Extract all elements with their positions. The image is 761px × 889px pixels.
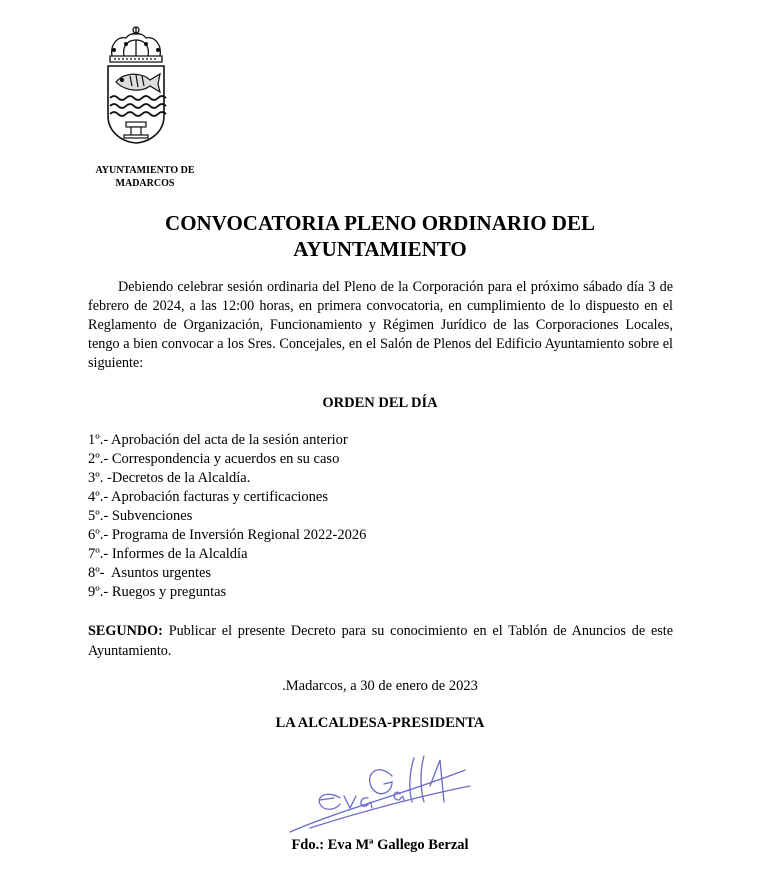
- signed-by: Fdo.: Eva Mª Gallego Berzal: [291, 837, 469, 853]
- agenda-item: 6º.- Programa de Inversión Regional 2022-2026: [88, 527, 367, 543]
- segundo-text: Publicar el presente Decreto para su conocimiento en el Tablón de Anuncios de este Ayuntamiento.: [88, 623, 673, 659]
- organization-name: AYUNTAMIENTO DE MADARCOS: [95, 165, 195, 189]
- handwritten-signature-icon: [280, 740, 480, 840]
- signer-role: LA ALCALDESA-PRESIDENTA: [275, 715, 485, 731]
- agenda-item: 2º.- Correspondencia y acuerdos en su caso: [88, 451, 340, 467]
- intro-text: Debiendo celebrar sesión ordinaria del Pleno de la Corporación para el próximo sábado día 3 de febrero de 2024, a las 12:00 horas, en primera convocatoria, en cumplimiento de lo dispuesto en el Reglamento de Organización, Funcionamiento y Régimen Jurídico de las Corporaciones Locales, tengo a bien convocar a los Sres. Concejales, en el Salón de Plenos del Edificio Ayuntamiento sobre el siguiente:: [88, 279, 673, 371]
- agenda-item: 9º.- Ruegos y preguntas: [88, 584, 227, 600]
- municipal-crest-icon: [104, 22, 168, 146]
- agenda-item: 4º.- Aprobación facturas y certificaciones: [88, 489, 329, 505]
- agenda-item: 1º.- Aprobación del acta de la sesión anterior: [88, 432, 348, 448]
- agenda-item: 5º.- Subvenciones: [88, 508, 193, 524]
- segundo-label: SEGUNDO:: [88, 623, 163, 639]
- agenda-title: ORDEN DEL DÍA: [322, 395, 438, 411]
- date-line: .Madarcos, a 30 de enero de 2023: [282, 678, 478, 694]
- segundo-paragraph: [88, 622, 673, 661]
- agenda-item: 7º.- Informes de la Alcaldía: [88, 546, 248, 562]
- agenda-item: 3º. -Decretos de la Alcaldía.: [88, 470, 251, 486]
- intro-paragraph: [88, 278, 673, 373]
- document-title: CONVOCATORIA PLENO ORDINARIO DEL AYUNTAMIENTO: [165, 211, 595, 261]
- agenda-list: [88, 431, 366, 602]
- agenda-item: 8º- Asuntos urgentes: [88, 565, 212, 581]
